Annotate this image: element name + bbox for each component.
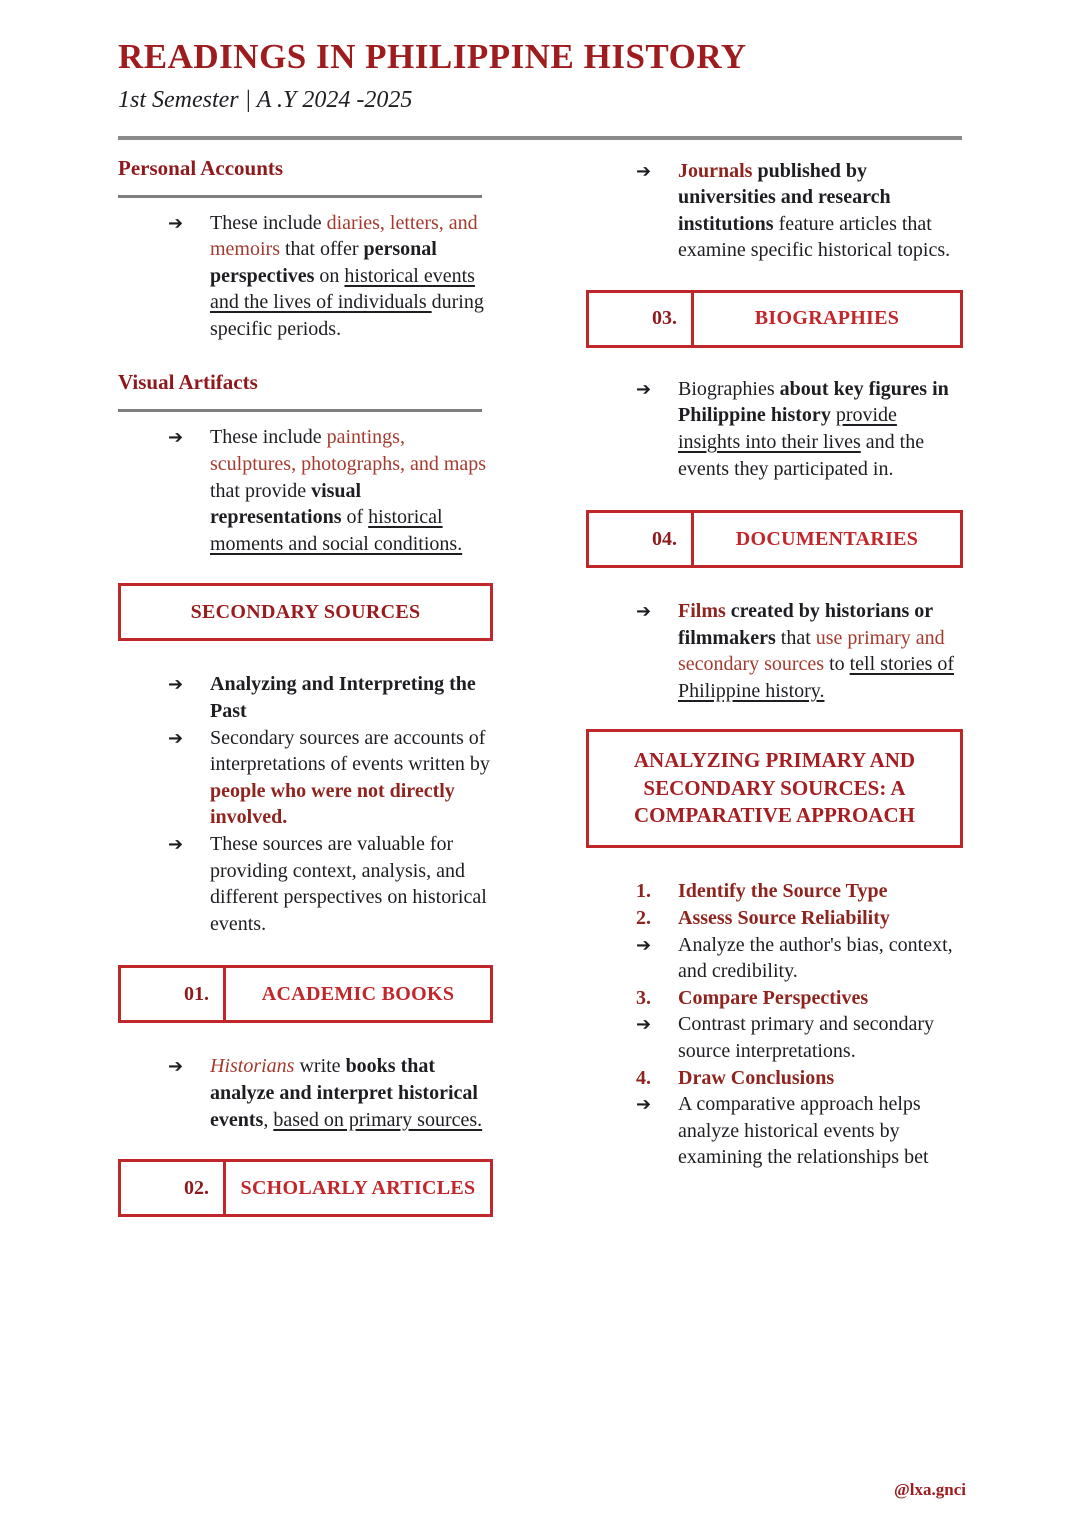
step-item [586,905,963,932]
step-marker: 4. [636,1066,651,1089]
bullet-text: These sources are valuable for providing context, analysis, and different perspectives on historical events. [210,833,487,935]
analyzing-sources-box: ANALYZING PRIMARY AND SECONDARY SOURCES: A COMPARATIVE APPROACH [586,729,963,849]
bullet-biographies [586,376,963,482]
bullet-academic-books [118,1053,493,1133]
step-text: Identify the Source Type [678,880,888,903]
box-number: 04. [589,513,694,565]
bullet-documentaries [586,598,963,704]
bullet-text: These include paintings, sculptures, photographs, and maps that provide visual representations of historical moments and social conditions. [210,426,487,555]
heading-divider [118,409,482,412]
arrow-bullet-icon: ➔ [636,378,652,400]
step-marker: 2. [636,906,651,929]
arrow-bullet-icon: ➔ [636,160,652,182]
bullet-text: These include diaries, letters, and memoirs that offer personal perspectives on historical events and the lives of individuals during specific periods. [210,211,484,340]
numbered-box-04-documentaries [586,510,963,568]
bullet-item [118,725,493,831]
bullet-text: Journals published by universities and research institutions feature articles that examine specific historical topics. [678,159,951,262]
arrow-bullet-icon: ➔ [168,427,184,449]
bullet-journals [586,158,963,264]
step-text: Draw Conclusions [678,1066,835,1089]
page-subtitle: 1st Semester | A .Y 2024 -2025 [118,86,413,113]
section-heading-visual-artifacts: Visual Artifacts [118,370,258,395]
step-text: A comparative approach helps analyze historical events by examining the relationships bet [678,1093,929,1169]
box-label: BIOGRAPHIES [754,307,900,330]
step-item [586,985,963,1012]
bullet-text: Analyzing and Interpreting the Past [210,673,476,723]
bullet-visual-artifacts [118,424,493,557]
step-text: Assess Source Reliability [678,906,890,929]
step-item [586,932,963,985]
step-marker: 1. [636,880,651,903]
box-label: SCHOLARLY ARTICLES [240,1176,476,1199]
arrow-bullet-icon: ➔ [636,601,652,623]
numbered-box-03-biographies [586,290,963,348]
step-text: Contrast primary and secondary source interpretations. [678,1013,935,1062]
bullet-text: Secondary sources are accounts of interpretations of events written by people who were not directly involved. [210,726,490,829]
step-marker: 3. [636,986,651,1009]
bullet-personal-accounts [118,210,493,343]
secondary-sources-bullets [118,671,493,937]
step-text: Compare Perspectives [678,986,869,1009]
step-item [586,878,963,905]
arrow-bullet-icon: ➔ [168,212,184,234]
bullet-text: Historians write books that analyze and interpret historical events, based on primary sources. [210,1055,483,1131]
step-marker: ➔ [636,1094,652,1116]
arrow-bullet-icon: ➔ [168,727,184,749]
heading-divider [118,195,482,198]
footer-handle: @lxa.gnci [893,1480,966,1499]
box-label: DOCUMENTARIES [735,527,919,550]
box-number: 02. [121,1162,226,1214]
page-title: READINGS IN PHILIPPINE HISTORY [118,37,747,76]
content-columns [118,156,962,1218]
box-label: ACADEMIC BOOKS [261,982,455,1005]
numbered-box-02-scholarly-articles [118,1159,493,1217]
bullet-text: Biographies about key figures in Philippine history provide insights into their lives and the events they participated in. [678,377,949,480]
secondary-sources-box [118,583,493,641]
step-marker: ➔ [636,934,652,956]
bullet-item [118,671,493,724]
box-number: 01. [121,968,226,1020]
comparative-approach-steps [586,878,963,1171]
bullet-item [118,831,493,937]
box-number: 03. [589,293,694,345]
bullet-text: Films created by historians or filmmakers that use primary and secondary sources to tell stories of Philippine history. [678,600,955,703]
box-label: SECONDARY SOURCES [190,600,421,623]
column-left [118,156,493,1218]
step-item [586,1065,963,1092]
numbered-box-01-academic-books [118,965,493,1023]
step-marker: ➔ [636,1014,652,1036]
top-divider [118,136,962,140]
column-right [586,156,963,1218]
arrow-bullet-icon: ➔ [168,674,184,696]
step-text: Analyze the author's bias, context, and credibility. [678,933,953,983]
section-heading-personal-accounts: Personal Accounts [118,155,284,180]
step-item [586,1011,963,1064]
step-item [586,1091,963,1171]
arrow-bullet-icon: ➔ [168,1056,184,1078]
arrow-bullet-icon: ➔ [168,834,184,855]
